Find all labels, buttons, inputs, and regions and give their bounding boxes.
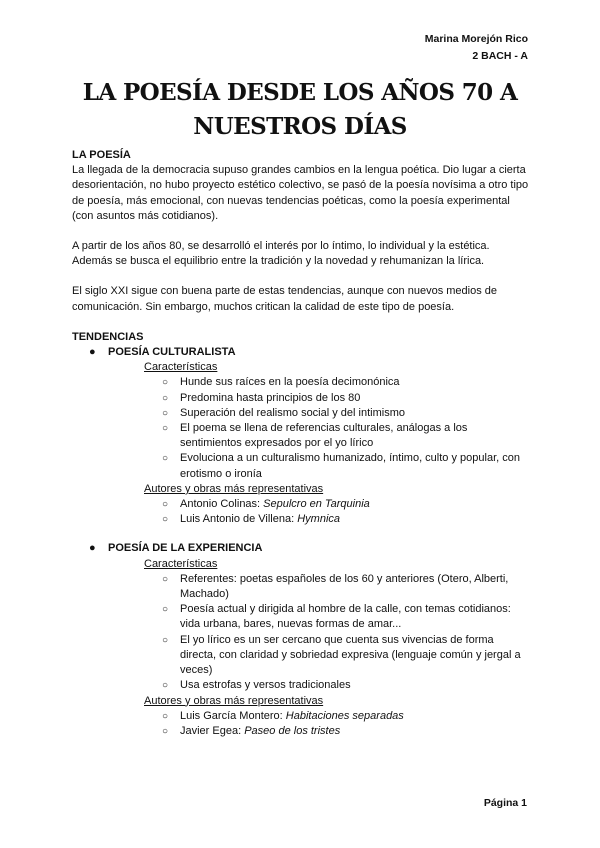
bullet-icon: ● bbox=[89, 542, 96, 555]
circle-bullet-icon: ○ bbox=[162, 499, 169, 511]
characteristics-label: Características bbox=[144, 557, 218, 570]
circle-bullet-icon: ○ bbox=[162, 604, 169, 616]
tendency-title-text: POESÍA CULTURALISTA bbox=[108, 346, 236, 359]
author-item: ○ Javier Egea: Paseo de los tristes bbox=[72, 724, 532, 739]
circle-bullet-icon: ○ bbox=[162, 573, 169, 585]
work-title: Habitaciones separadas bbox=[285, 709, 404, 722]
author-item: ○ Antonio Colinas: Sepulcro en Tarquinia bbox=[72, 497, 532, 512]
title-line-2: NUESTROS DÍAS bbox=[193, 113, 407, 140]
document-title bbox=[60, 76, 540, 144]
section-heading-tendencias: TENDENCIAS bbox=[72, 330, 144, 343]
circle-bullet-icon: ○ bbox=[162, 453, 169, 465]
tendency-culturalista bbox=[72, 345, 532, 527]
list-item: ○ Hunde sus raíces en la poesía decimonónica bbox=[72, 375, 532, 390]
paragraph-3: El siglo XXI sigue con buena parte de estas tendencias, aunque con nuevos medios de comunicación. Sin embargo, muchos critican la calidad de este tipo de poesía. bbox=[72, 285, 498, 313]
work-title: Sepulcro en Tarquinia bbox=[263, 498, 370, 511]
authors-label: Autores y obras más representativas bbox=[144, 694, 324, 707]
authors-label: Autores y obras más representativas bbox=[144, 482, 324, 495]
work-title: Hymnica bbox=[297, 513, 341, 526]
list-item: ○ Predomina hasta principios de los 80 bbox=[72, 391, 532, 406]
circle-bullet-icon: ○ bbox=[162, 680, 169, 692]
paragraph-1: La llegada de la democracia supuso grandes cambios en la lengua poética. Dio lugar a cierta desorientación, no hubo proyecto estético colectivo, se pasó de la poesía novísima a otro tipo de poesía, más emocional, con nuevas tendencias poéticas, como la poesía experimental (con asuntos más cotidianos). bbox=[72, 164, 529, 222]
circle-bullet-icon: ○ bbox=[162, 514, 169, 526]
document-body bbox=[72, 148, 532, 739]
list-item: ○ Superación del realismo social y del intimismo bbox=[72, 406, 532, 421]
list-item: ○ Referentes: poetas españoles de los 60 y anteriores (Otero, Alberti, Machado) bbox=[162, 572, 509, 601]
page-header bbox=[425, 31, 528, 65]
page-number: Página 1 bbox=[483, 797, 527, 809]
author-name: Marina Morejón Rico bbox=[424, 33, 528, 45]
circle-bullet-icon: ○ bbox=[162, 634, 169, 646]
list-item: ○ El poema se llena de referencias culturales, análogas a los sentimientos expresados por el yo lírico bbox=[162, 422, 468, 450]
tendency-title bbox=[72, 541, 532, 556]
course-label: 2 BACH - A bbox=[472, 50, 528, 62]
author-item: ○ Luis García Montero: Habitaciones separadas bbox=[72, 709, 532, 724]
tendency-title-text: POESÍA DE LA EXPERIENCIA bbox=[108, 542, 263, 555]
list-item: ○ Usa estrofas y versos tradicionales bbox=[72, 678, 532, 693]
tendency-title bbox=[72, 345, 532, 360]
paragraph-2: A partir de los años 80, se desarrolló el interés por lo íntimo, lo individual y la estética. Además se busca el equilibrio entre la tradición y la novedad y rehumanizan la lírica. bbox=[72, 240, 490, 268]
title-line-1: LA POESÍA DESDE LOS AÑOS 70 A bbox=[82, 79, 518, 106]
list-item: ○ Evoluciona a un culturalismo humanizado, íntimo, culto y popular, con erotismo o ironía bbox=[162, 452, 520, 480]
tendency-experiencia bbox=[72, 541, 532, 739]
circle-bullet-icon: ○ bbox=[162, 392, 169, 404]
author-item: ○ Luis Antonio de Villena: Hymnica bbox=[72, 512, 532, 527]
work-title: Paseo de los tristes bbox=[244, 724, 341, 737]
characteristics-label: Características bbox=[144, 361, 218, 374]
list-item: ○ El yo lírico es un ser cercano que cuenta sus vivencias de forma directa, con claridad y sobriedad expresiva (lenguaje común y jergal a veces) bbox=[162, 633, 521, 677]
circle-bullet-icon: ○ bbox=[162, 710, 169, 722]
list-item: ○ Poesía actual y dirigida al hombre de la calle, con temas cotidianos: vida urbana, bares, nuevas formas de amar... bbox=[162, 603, 511, 631]
circle-bullet-icon: ○ bbox=[162, 407, 169, 419]
circle-bullet-icon: ○ bbox=[162, 423, 169, 435]
section-heading-poesia: LA POESÍA bbox=[72, 149, 131, 161]
circle-bullet-icon: ○ bbox=[162, 725, 169, 737]
circle-bullet-icon: ○ bbox=[162, 377, 169, 389]
bullet-icon: ● bbox=[89, 346, 96, 359]
